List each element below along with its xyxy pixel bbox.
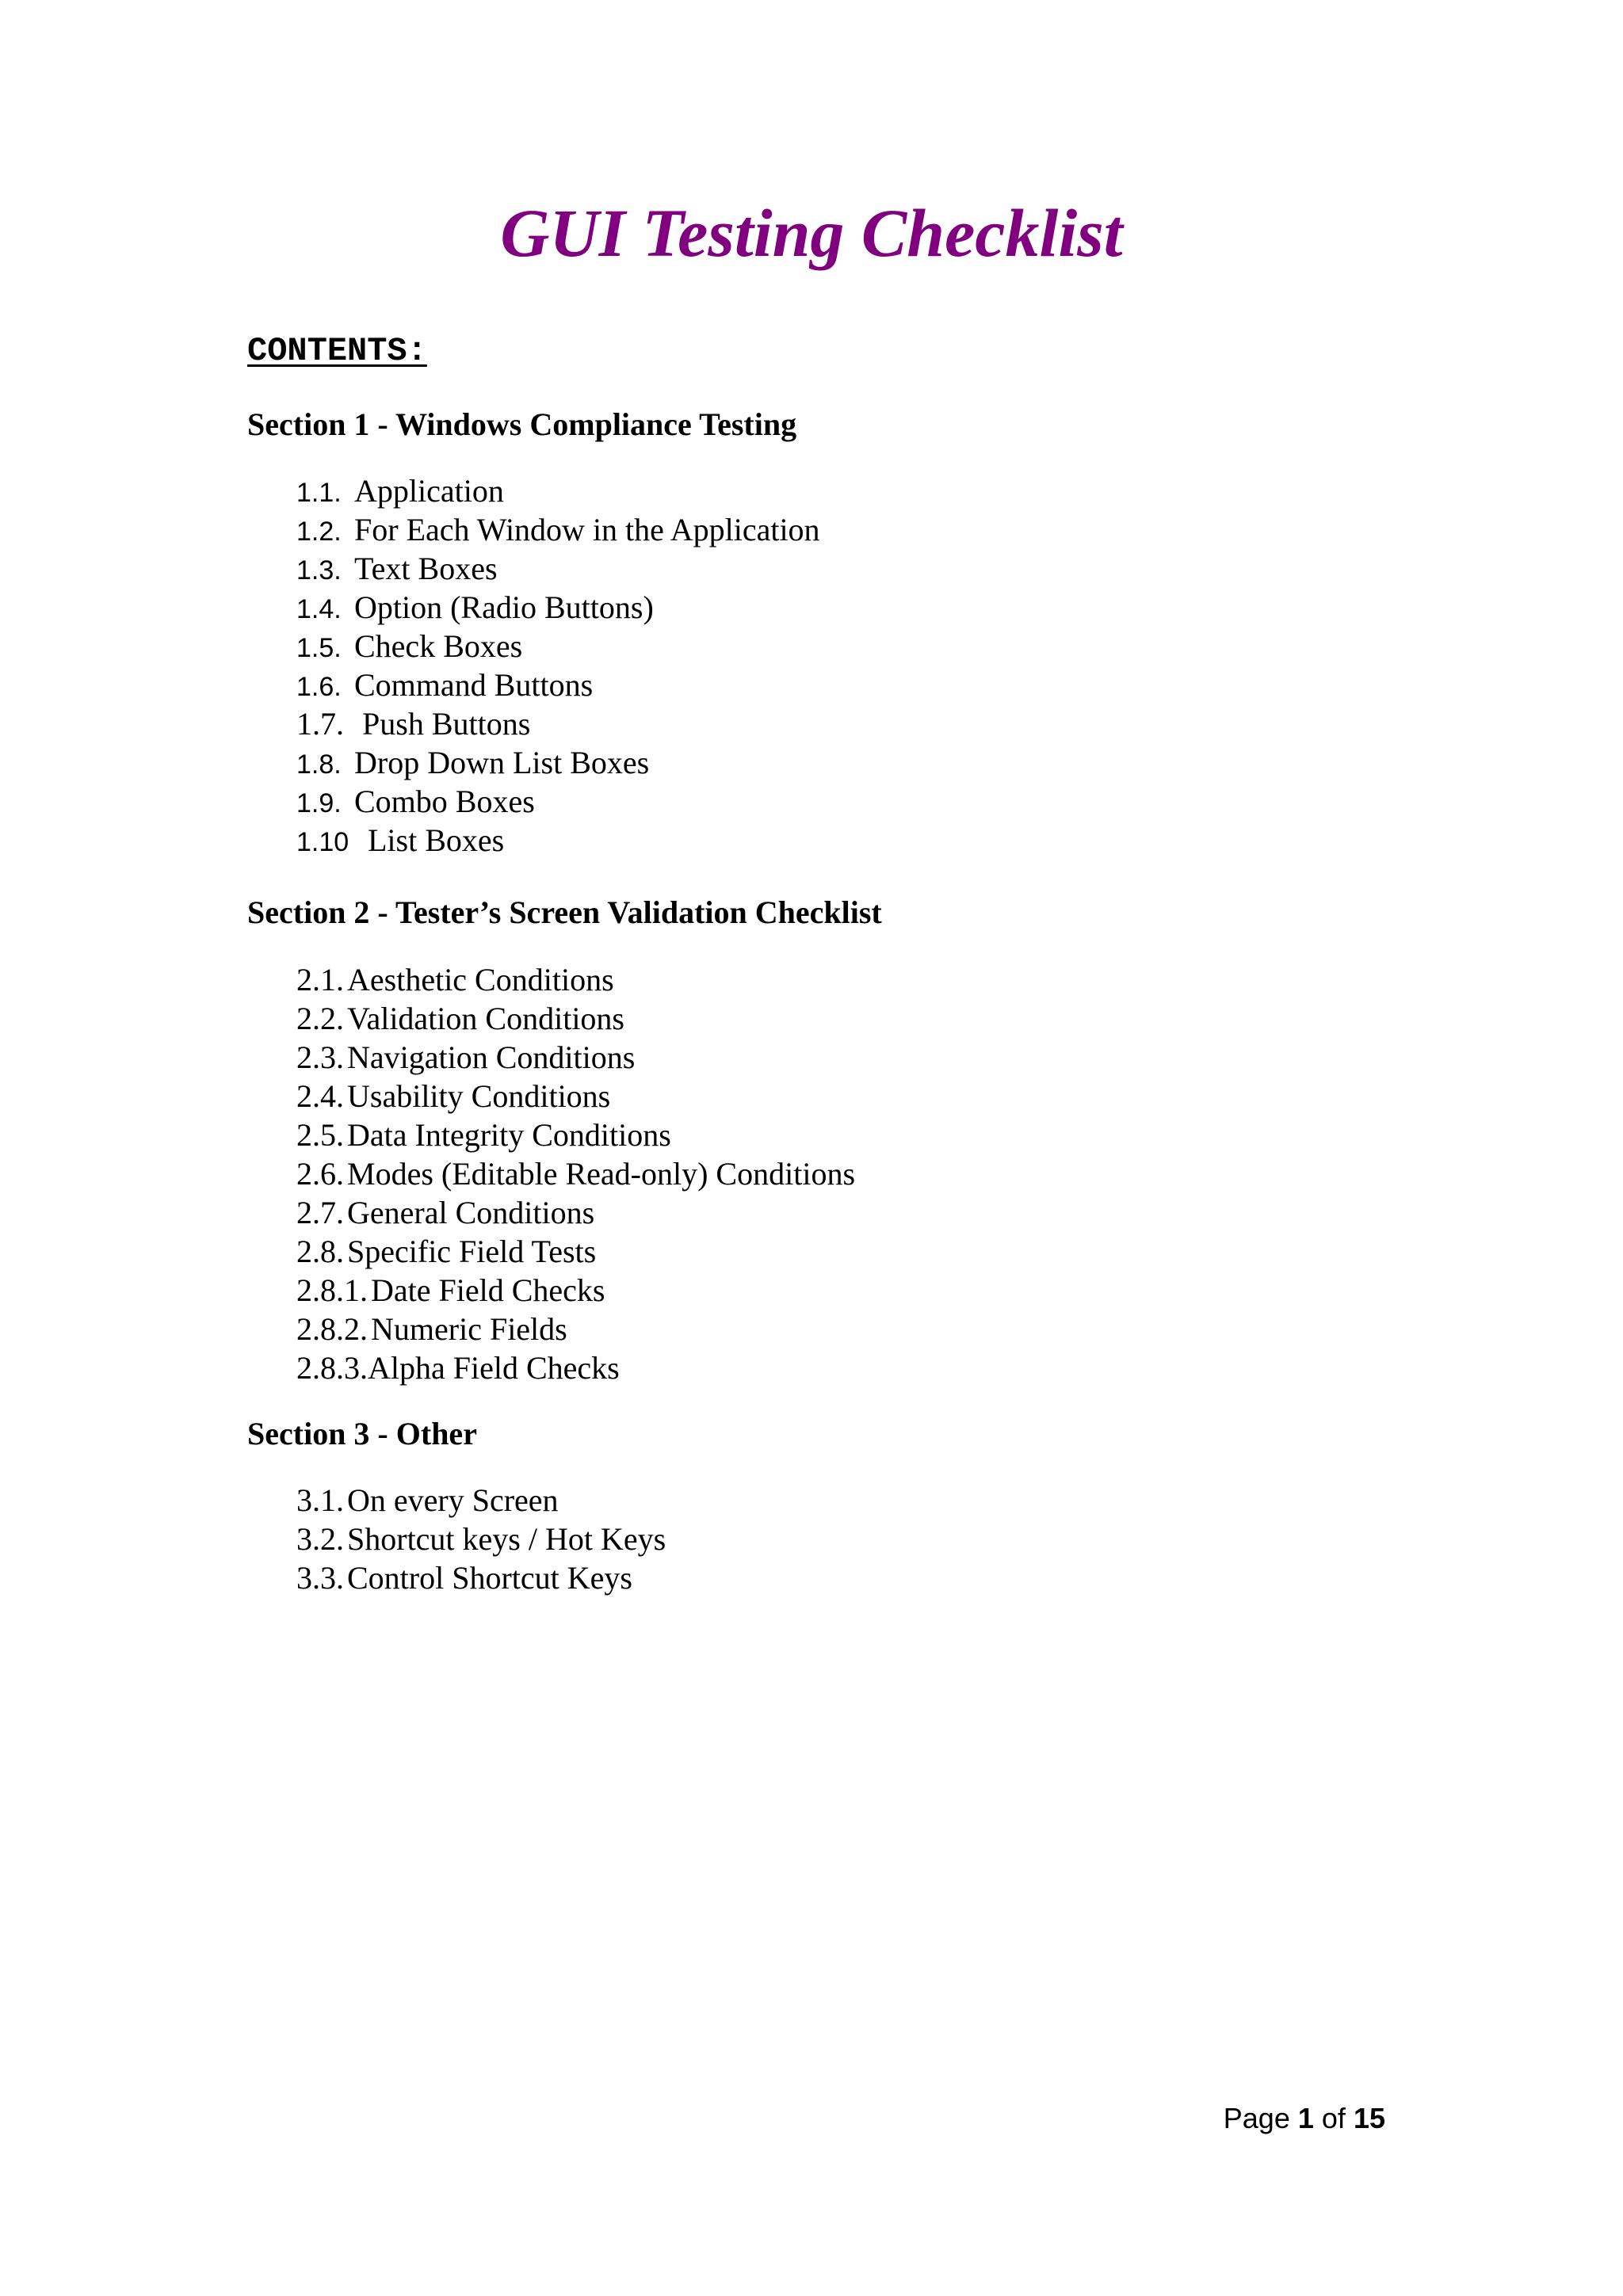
toc-item-number: 2.8.2.: [296, 1311, 368, 1347]
toc-item-number: 2.1.: [296, 962, 344, 997]
toc-item-label: Navigation Conditions: [347, 1039, 636, 1075]
toc-item-number: 1.9.: [296, 788, 342, 818]
toc-item[interactable]: [296, 1154, 855, 1193]
toc-item-number: 2.5.: [296, 1117, 344, 1153]
toc-item-number: 2.7.: [296, 1195, 344, 1230]
toc-item[interactable]: [296, 1116, 855, 1154]
toc-item-label: List Boxes: [368, 822, 505, 858]
toc-item[interactable]: [296, 1520, 666, 1558]
toc-item[interactable]: [296, 471, 820, 510]
toc-item-number: 2.3.: [296, 1039, 344, 1075]
toc-item-number: 1.2.: [296, 517, 342, 547]
toc-item[interactable]: [296, 588, 820, 627]
toc-item[interactable]: [296, 1558, 666, 1597]
footer-total-pages: 15: [1353, 2102, 1385, 2134]
footer-page-word: Page: [1223, 2102, 1290, 2134]
footer-of-word: of: [1321, 2102, 1346, 2134]
toc-item[interactable]: [296, 1271, 855, 1310]
toc-item-label: General Conditions: [347, 1195, 595, 1230]
toc-item[interactable]: [296, 782, 820, 821]
toc-item-number: 2.6.: [296, 1156, 344, 1192]
toc-item-label: On every Screen: [347, 1482, 559, 1518]
section-3-list: [296, 1481, 666, 1597]
toc-item-number: 1.6.: [296, 672, 342, 702]
toc-item-number: 2.4.: [296, 1078, 344, 1114]
section-1-heading: Section 1 - Windows Compliance Testing: [247, 406, 797, 442]
toc-item-label: Push Buttons: [354, 706, 531, 742]
toc-item[interactable]: [296, 510, 820, 549]
toc-item-number: 1.10: [296, 827, 349, 857]
toc-item-label: Option (Radio Buttons): [354, 589, 654, 625]
toc-item-label: For Each Window in the Application: [354, 512, 820, 547]
toc-item[interactable]: [296, 1038, 855, 1077]
toc-item[interactable]: [296, 666, 820, 704]
toc-item[interactable]: [296, 743, 820, 782]
toc-item-number: 1.3.: [296, 555, 342, 585]
toc-item-number: 1.1.: [296, 478, 342, 508]
toc-item[interactable]: [296, 704, 820, 743]
section-1-list: [296, 471, 820, 860]
section-2-list: [296, 960, 855, 1387]
toc-item-label: Drop Down List Boxes: [354, 745, 650, 780]
toc-item[interactable]: [296, 627, 820, 666]
toc-item-number: 3.1.: [296, 1482, 344, 1518]
toc-item-label: Validation Conditions: [347, 1001, 624, 1036]
toc-item-number: 1.8.: [296, 749, 342, 780]
toc-item-label: Usability Conditions: [347, 1078, 611, 1114]
toc-item-number: 1.5.: [296, 633, 342, 663]
toc-item-label: Shortcut keys / Hot Keys: [347, 1521, 666, 1557]
toc-item-number: 2.2.: [296, 1001, 344, 1036]
toc-item[interactable]: [296, 1077, 855, 1116]
toc-item[interactable]: [296, 960, 855, 999]
section-2-heading: Section 2 - Tester’s Screen Validation Checklist: [247, 894, 882, 930]
toc-item-label: Data Integrity Conditions: [347, 1117, 671, 1153]
toc-item[interactable]: [296, 1232, 855, 1271]
contents-heading: CONTENTS:: [247, 332, 427, 370]
toc-item-label: Modes (Editable Read-only) Conditions: [347, 1156, 856, 1192]
section-3-heading: Section 3 - Other: [247, 1416, 477, 1451]
toc-item-label: Check Boxes: [354, 628, 523, 664]
toc-item-number: 1.7.: [296, 706, 344, 742]
toc-item[interactable]: [296, 821, 820, 860]
toc-item[interactable]: [296, 1348, 855, 1387]
toc-item[interactable]: [296, 549, 820, 588]
page-number-footer: [1224, 2101, 1385, 2136]
toc-item-label: Application: [354, 473, 504, 509]
toc-item[interactable]: [296, 1193, 855, 1232]
toc-item[interactable]: [296, 1481, 666, 1520]
toc-item-label: Aesthetic Conditions: [347, 962, 614, 997]
footer-current-page: 1: [1297, 2102, 1314, 2134]
toc-item-label: Date Field Checks: [371, 1272, 605, 1308]
toc-item-label: Numeric Fields: [371, 1311, 567, 1347]
toc-item-label: Alpha Field Checks: [368, 1350, 620, 1386]
toc-item-label: Combo Boxes: [354, 784, 535, 819]
toc-item-number: 2.8.3.: [296, 1350, 368, 1386]
toc-item-number: 1.4.: [296, 594, 342, 624]
toc-item-number: 2.8.1.: [296, 1272, 368, 1308]
toc-item-label: Text Boxes: [354, 551, 498, 586]
toc-item[interactable]: [296, 999, 855, 1038]
toc-item-label: Command Buttons: [354, 667, 594, 703]
toc-item-number: 3.3.: [296, 1560, 344, 1596]
toc-item[interactable]: [296, 1310, 855, 1348]
toc-item-label: Control Shortcut Keys: [347, 1560, 632, 1596]
document-title: GUI Testing Checklist: [500, 195, 1123, 271]
toc-item-number: 3.2.: [296, 1521, 344, 1557]
toc-item-number: 2.8.: [296, 1234, 344, 1269]
toc-item-label: Specific Field Tests: [347, 1234, 597, 1269]
